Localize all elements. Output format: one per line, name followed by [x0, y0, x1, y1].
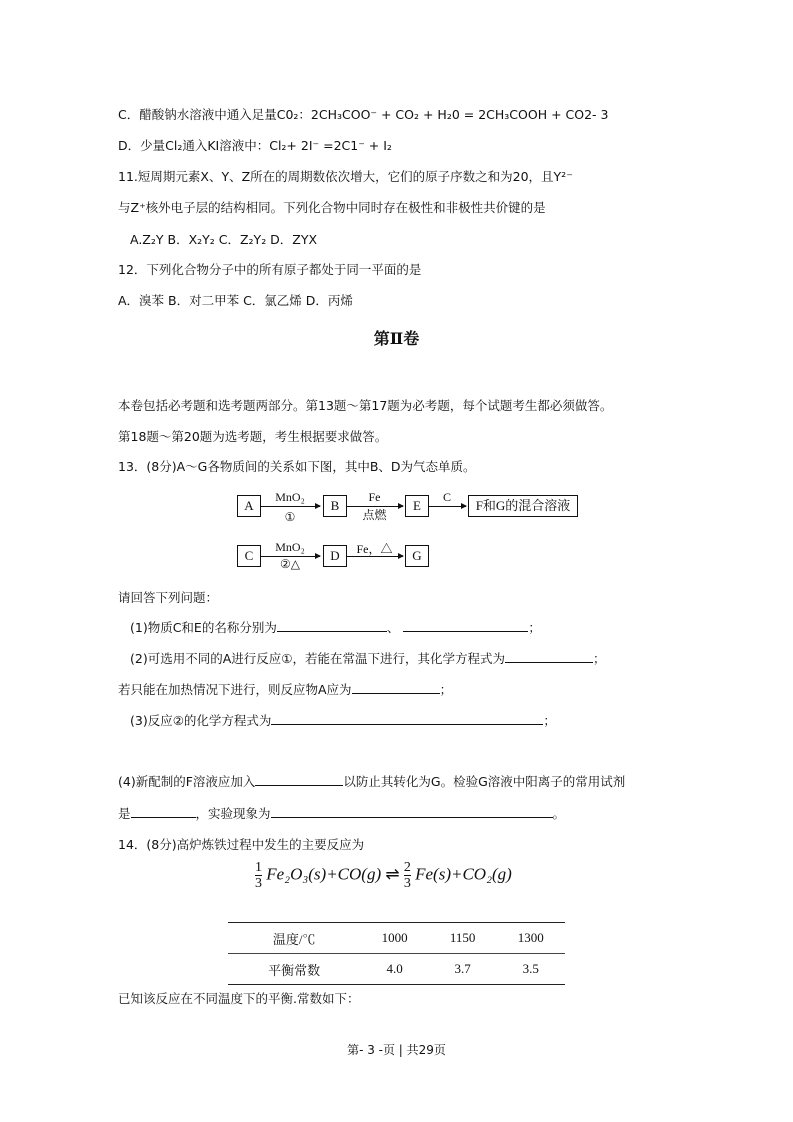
q13-part2-cont: [118, 680, 452, 698]
label-c-d-bottom: ②△: [280, 557, 300, 571]
label-c-d-top: MnO₂: [275, 540, 305, 554]
table-cell: 平衡常数: [228, 954, 360, 985]
text: 是: [118, 806, 131, 821]
q13-part4-text2: 以防止其转化为G。检验G溶液中阳离子的常用试剂: [343, 774, 626, 789]
punct: ；: [543, 713, 556, 728]
label-b-e-top: Fe: [368, 490, 381, 504]
arrow-e-fg: [428, 506, 466, 507]
denominator: 3: [255, 876, 262, 891]
numerator: 2: [403, 860, 411, 875]
answer-blank[interactable]: [277, 618, 387, 632]
denominator: 3: [403, 876, 411, 891]
table-cell: 3.7: [429, 954, 496, 985]
fraction-two-thirds: [404, 860, 411, 891]
equation-left: Fe₂O₃(s)+CO(g): [266, 864, 382, 884]
section-title: 第Ⅱ卷: [373, 329, 420, 348]
header-cell: 温度/℃: [228, 923, 360, 954]
q13-part2-text: (2)可选用不同的A进行反应①，若能在常温下进行，其化学方程式为: [130, 651, 505, 666]
q12-options: A．溴苯 B．对二甲苯 C．氯乙烯 D．丙烯: [118, 293, 353, 308]
equilibrium-table: [228, 922, 565, 985]
node-a: A: [237, 495, 261, 517]
q14-stem: 14．(8分)高炉炼铁过程中发生的主要反应为: [118, 837, 365, 852]
answer-blank[interactable]: [131, 804, 196, 818]
table-header-row: [228, 923, 565, 954]
page-footer: 第- 3 -页 | 共29页: [347, 1043, 446, 1057]
intro-line2: 第18题～第20题为选考题，考生根据要求做答。: [118, 429, 388, 444]
q13-part3: [130, 711, 556, 729]
answer-blank[interactable]: [255, 772, 343, 786]
equation-right: Fe(s)+CO₂(g): [415, 864, 512, 884]
label-a-b-top: MnO₂: [275, 490, 305, 504]
q13-part4: [118, 772, 625, 790]
equilibrium-arrow-icon: ⇌: [385, 864, 400, 884]
header-cell: 1300: [496, 923, 565, 954]
numerator: 1: [255, 860, 262, 875]
q13-prompt: 请回答下列问题：: [118, 590, 219, 605]
punct: ；: [528, 620, 541, 635]
table-row: [228, 954, 565, 985]
label-a-b-bottom: ①: [284, 510, 296, 524]
table-cell: 4.0: [360, 954, 429, 985]
q11-stem-line2: 与Z⁺核外电子层的结构相同。下列化合物中同时存在极性和非极性共价键的是: [118, 200, 546, 215]
label-e-fg-top: C: [442, 490, 451, 504]
intro-line1: 本卷包括必考题和选考题两部分。第13题～第17题为必考题，每个试题考生都必须做答。: [118, 398, 613, 413]
answer-blank[interactable]: [505, 649, 593, 663]
q14-after-text: 已知该反应在不同温度下的平衡.常数如下：: [118, 991, 360, 1006]
header-cell: 1150: [429, 923, 496, 954]
q13-part2-cont-text: 若只能在加热情况下进行，则反应物A应为: [118, 682, 352, 697]
separator: 、: [386, 620, 400, 635]
node-c: C: [237, 545, 261, 567]
node-fg-solution: F和G的混合溶液: [468, 495, 578, 517]
q13-part1: [130, 618, 541, 636]
q13-part1-text: (1)物质C和E的名称分别为: [130, 620, 277, 635]
label-d-g-top: Fe，△: [356, 542, 393, 556]
reaction-equation: [255, 860, 512, 891]
answer-blank[interactable]: [352, 680, 440, 694]
q13-part2: [130, 649, 605, 667]
fraction-one-third: [255, 860, 262, 891]
table-cell: 3.5: [496, 954, 565, 985]
node-d: D: [323, 545, 347, 567]
answer-blank[interactable]: [271, 711, 543, 725]
punct: ；: [439, 682, 453, 697]
node-e: E: [405, 495, 429, 517]
header-cell: 1000: [360, 923, 429, 954]
text: ，实验现象为: [195, 806, 271, 821]
node-g: G: [405, 545, 429, 567]
q11-stem-line1: 11.短周期元素X、Y、Z所在的周期数依次增大，它们的原子序数之和为20，且Y²⁻: [118, 169, 573, 184]
q13-part4-text: (4)新配制的F溶液应加入: [118, 774, 256, 789]
node-b: B: [323, 495, 347, 517]
q10-option-d: D．少量Cl₂通入KI溶液中：Cl₂+ 2I⁻ =2C1⁻ + I₂: [118, 138, 392, 153]
q13-part4-cont: [118, 804, 565, 822]
punct: ；: [592, 651, 606, 666]
arrow-a-b: [260, 506, 320, 507]
punct: 。: [552, 806, 566, 821]
answer-blank[interactable]: [271, 804, 553, 818]
q13-part3-text: (3)反应②的化学方程式为: [130, 713, 272, 728]
q11-options: A.Z₂Y B．X₂Y₂ C．Z₂Y₂ D．ZYX: [130, 232, 318, 247]
label-b-e-bottom: 点燃: [362, 508, 387, 522]
answer-blank[interactable]: [403, 618, 528, 632]
q10-option-c: C．醋酸钠水溶液中通入足量C0₂：2CH₃COO⁻ + CO₂ + H₂0 = 2CH₃COOH + CO2- 3: [118, 107, 609, 122]
q12-stem: 12．下列化合物分子中的所有原子都处于同一平面的是: [118, 262, 422, 277]
q13-stem: 13．(8分)A～G各物质间的关系如下图，其中B、D为气态单质。: [118, 459, 476, 474]
